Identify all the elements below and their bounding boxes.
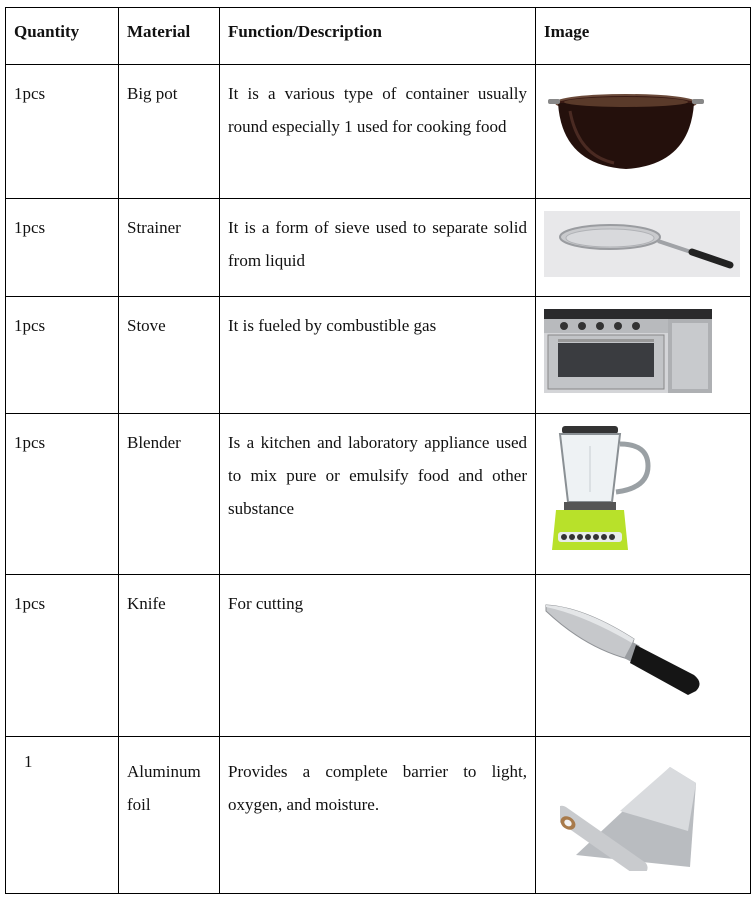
header-material: Material xyxy=(119,8,220,65)
description-cell: It is fueled by combustible gas xyxy=(220,297,536,414)
materials-table xyxy=(5,7,751,894)
table-row xyxy=(6,414,751,575)
table-row xyxy=(6,65,751,199)
header-image: Image xyxy=(536,8,751,65)
big-pot-icon xyxy=(544,75,704,175)
description-cell: Is a kitchen and laboratory appliance used to mix pure or emulsify food and other substance xyxy=(220,414,536,575)
material-cell: Stove xyxy=(119,297,220,414)
image-cell xyxy=(536,575,751,737)
aluminum-foil-icon xyxy=(560,761,700,871)
quantity-cell: 1pcs xyxy=(6,65,119,199)
blender-icon xyxy=(544,426,670,552)
description-cell: It is a various type of container usually round especially 1 used for cooking food xyxy=(220,65,536,199)
image-cell xyxy=(536,297,751,414)
quantity-cell: 1pcs xyxy=(6,297,119,414)
stove-icon xyxy=(544,309,712,393)
material-cell: Big pot xyxy=(119,65,220,199)
header-row xyxy=(6,8,751,65)
table-row xyxy=(6,575,751,737)
material-cell: Knife xyxy=(119,575,220,737)
quantity-cell: 1 xyxy=(6,737,119,894)
header-description: Function/Description xyxy=(220,8,536,65)
material-cell: Blender xyxy=(119,414,220,575)
image-cell xyxy=(536,65,751,199)
header-quantity: Quantity xyxy=(6,8,119,65)
quantity-cell: 1pcs xyxy=(6,414,119,575)
description-cell: Provides a complete barrier to light, oxygen, and moisture. xyxy=(220,737,536,894)
image-cell xyxy=(536,737,751,894)
image-cell xyxy=(536,199,751,297)
material-cell: Aluminum foil xyxy=(119,737,220,894)
table-row xyxy=(6,297,751,414)
material-cell: Strainer xyxy=(119,199,220,297)
image-cell xyxy=(536,414,751,575)
table-row xyxy=(6,737,751,894)
table-row xyxy=(6,199,751,297)
description-cell: It is a form of sieve used to separate solid from liquid xyxy=(220,199,536,297)
quantity-cell: 1pcs xyxy=(6,199,119,297)
description-cell: For cutting xyxy=(220,575,536,737)
knife-icon xyxy=(544,587,710,713)
strainer-icon xyxy=(544,211,740,277)
quantity-cell: 1pcs xyxy=(6,575,119,737)
